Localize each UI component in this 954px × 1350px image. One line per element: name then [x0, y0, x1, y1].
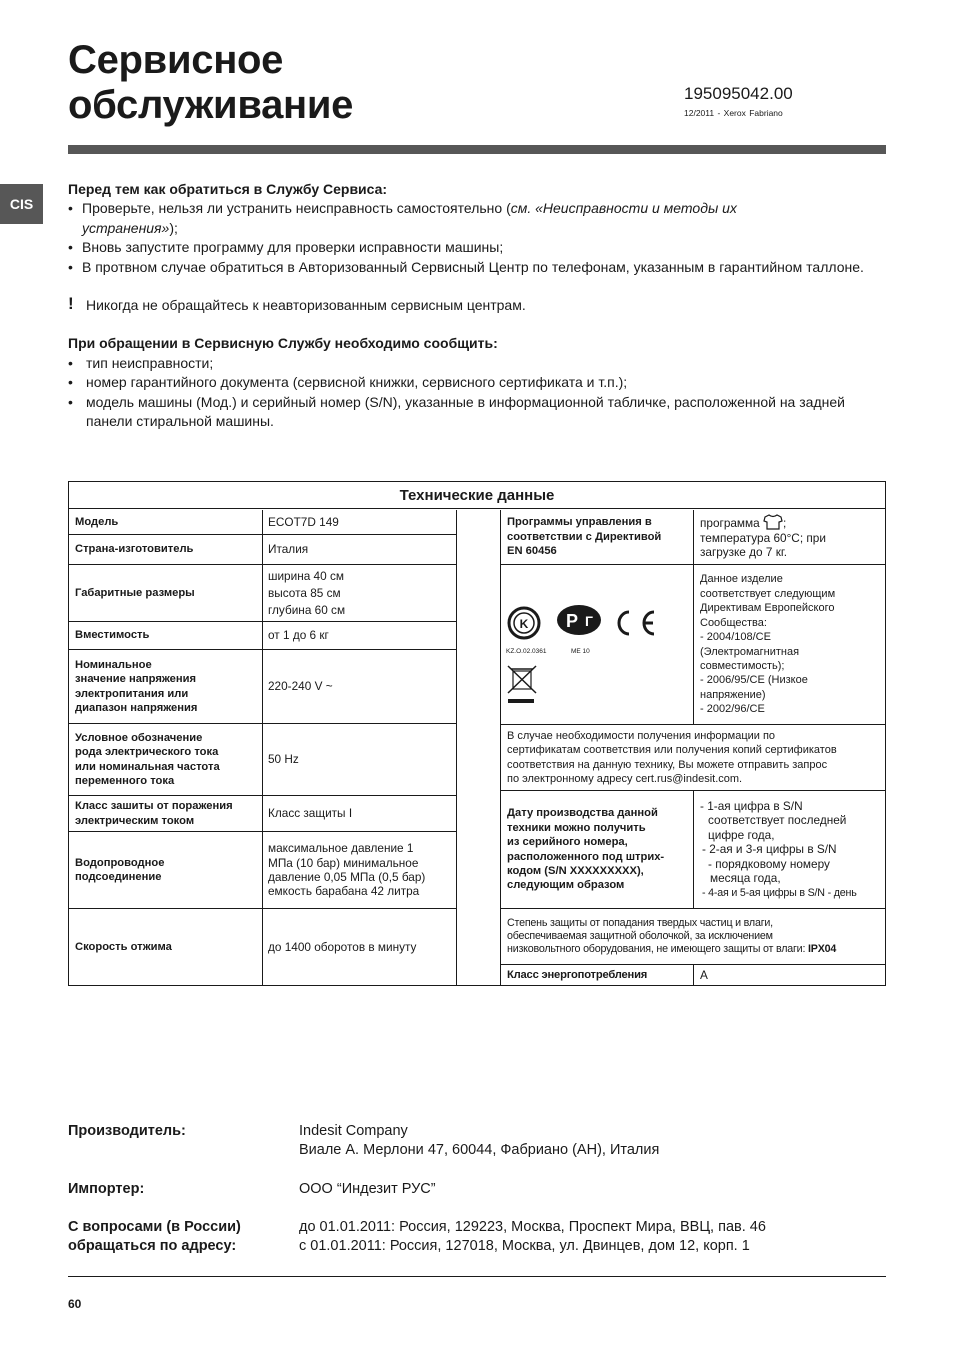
manufacturer-value: Indesit Company Виале А. Мерлони 47, 60044, Фабриано (АН), Италия [299, 1123, 660, 1159]
country-value: Италия [268, 542, 309, 557]
programs-directive-value: программа ; температура 60°C; при загрузке до 7 кг. [700, 516, 826, 560]
importer-label: Импортер: [68, 1181, 145, 1197]
protection-class-label: Класс зашиты от поражения электрическим током [75, 800, 233, 827]
service-intro [68, 180, 888, 431]
ce-mark-icon [619, 612, 654, 634]
production-date-label: Дату производства данной техники можно получить из серийного номера, расположенного под штрих- кодом (S/N XXXXXXXXX), следующим образом [507, 807, 665, 892]
questions-label: С вопросами (в России) обращаться по адресу: [68, 1219, 241, 1255]
kz-cert-code: KZ.O.02.0361 [506, 648, 547, 655]
before-service-heading: Перед тем как обратиться в Службу Сервиса: [68, 181, 388, 197]
language-tab: CIS [0, 184, 43, 224]
warning-icon: ! [68, 294, 74, 314]
kz-cert-icon [509, 608, 539, 638]
questions-address: до 01.01.2011: Россия, 129223, Москва, Проспект Мира, ВВЦ, пав. 46 с 01.01.2011: Россия, 127018, Москва, ул. Двинцев, дом 12, корп. 1 [299, 1219, 766, 1255]
energy-class-value: A [700, 967, 708, 982]
footer-divider [68, 1276, 886, 1277]
page-number: 60 [68, 1297, 82, 1311]
voltage-label: Номинальное значение напряжения электропитания или диапазон напряжения [75, 658, 198, 714]
report-info-list [68, 354, 888, 432]
rst-cert-code: ME 10 [571, 648, 590, 655]
list-item: • Проверьте, нельзя ли устранить неисправность самостоятельно (см. «Неисправности и методы их устранения»); [68, 199, 888, 238]
eu-directives-text: Данное изделие соответствует следующим Директивам Европейского Сообщества: - 2004/108/CE (Электромагнитная совместимость); - 2006/95/CE (Низкое напряжение) - 2002/96/CE [700, 573, 836, 716]
manufacturer-label: Производитель: [68, 1123, 186, 1139]
list-item: • В протвном случае обратиться в Авторизованный Сервисный Центр по телефонам, указанным в гарантийном таллоне. [68, 258, 888, 277]
model-label: Модель [75, 515, 119, 528]
tech-data-title: Технические данные [69, 482, 885, 509]
certificate-info-text: В случае необходимости получения информации по сертификатам соответствия или получения копий сертификатов соответствия на данную технику, Вы можете отправить запрос по электронному адресу cert.rus@indesit.com. [507, 729, 837, 785]
water-connection-value: максимальное давление 1 МПа (10 бар) минимальное давление 0,05 МПа (0,5 бар) емкость барабана 42 литра [268, 841, 426, 899]
ip-rating-text: Степень защиты от попадания твердых частиц и влаги, обеспечиваемая защитной оболочкой, за исключением низковольтного оборудования, не имеющего защиты от влаги: IPX04 [507, 917, 837, 955]
weee-bin-icon [508, 666, 536, 703]
report-info-heading: При обращении в Сервисную Службу необходимо сообщить: [68, 335, 498, 352]
spin-speed-label: Скорость отжима [75, 940, 172, 953]
protection-class-value: Класс защиты I [268, 806, 353, 821]
ip-rating-value: IPX04 [808, 943, 837, 955]
voltage-value: 220-240 V ~ [268, 679, 333, 694]
certification-logos [501, 565, 693, 724]
document-number: 195095042.00 [684, 84, 793, 103]
svg-text:Р: Р [565, 611, 579, 631]
list-item: • модель машины (Мод.) и серийный номер (S/N), указанные в информационной табличке, расположенной на задней панели стиральной машины. [68, 393, 888, 432]
capacity-value: от 1 до 6 кг [268, 628, 329, 643]
tech-data-table [68, 481, 886, 986]
list-item: • тип неисправности; [68, 354, 888, 373]
production-date-value: - 1-ая цифра в S/N соответствует последней цифре года, - 2-ая и 3-я цифры в S/N - порядковому номеру месяца года, - 4-ая и 5-ая цифры в S/N - день [700, 799, 857, 899]
tshirt-icon [763, 514, 783, 530]
warning-note [68, 296, 888, 315]
list-item: • номер гарантийного документа (сервисной книжки, сервисного сертификата и т.п.); [68, 373, 888, 392]
water-connection-label: Водопроводное подсоединение [75, 856, 165, 883]
country-label: Страна-изготовитель [75, 543, 194, 556]
page-title-line1: Сервисное [68, 38, 284, 82]
before-service-list [68, 199, 888, 277]
document-date-printer: 12/2011 - Xerox Fabriano [684, 108, 783, 118]
svg-text:K: K [519, 617, 529, 631]
dimensions-value: ширина 40 см высота 85 см глубина 60 см [268, 568, 346, 617]
page-title-line2: обслуживание [68, 83, 354, 127]
header-divider-bar [68, 145, 886, 154]
list-item: • Вновь запустите программу для проверки исправности машины; [68, 238, 888, 257]
frequency-label: Условное обозначение рода электрического тока или номинальная частота переменного тока [75, 731, 220, 787]
see-troubleshooting-ref: см. «Неисправности и методы их [510, 200, 737, 217]
importer-value: ООО “Индезит РУС” [299, 1181, 436, 1197]
svg-text:Г: Г [585, 613, 593, 629]
logos-svg [501, 565, 693, 724]
capacity-label: Вместимость [75, 629, 150, 642]
dimensions-label: Габаритные размеры [75, 586, 195, 599]
rst-cert-icon [557, 605, 601, 635]
warning-text: Никогда не обращайтесь к неавторизованным сервисным центрам. [86, 297, 526, 314]
frequency-value: 50 Hz [268, 752, 299, 767]
model-value: ECOT7D 149 [268, 514, 339, 529]
programs-directive-label: Программы управления в соответствии с Директивой EN 60456 [507, 516, 662, 558]
energy-class-label: Класс энергопотребления [507, 968, 648, 981]
page-title [68, 38, 353, 128]
spin-speed-value: до 1400 оборотов в минуту [268, 939, 417, 954]
